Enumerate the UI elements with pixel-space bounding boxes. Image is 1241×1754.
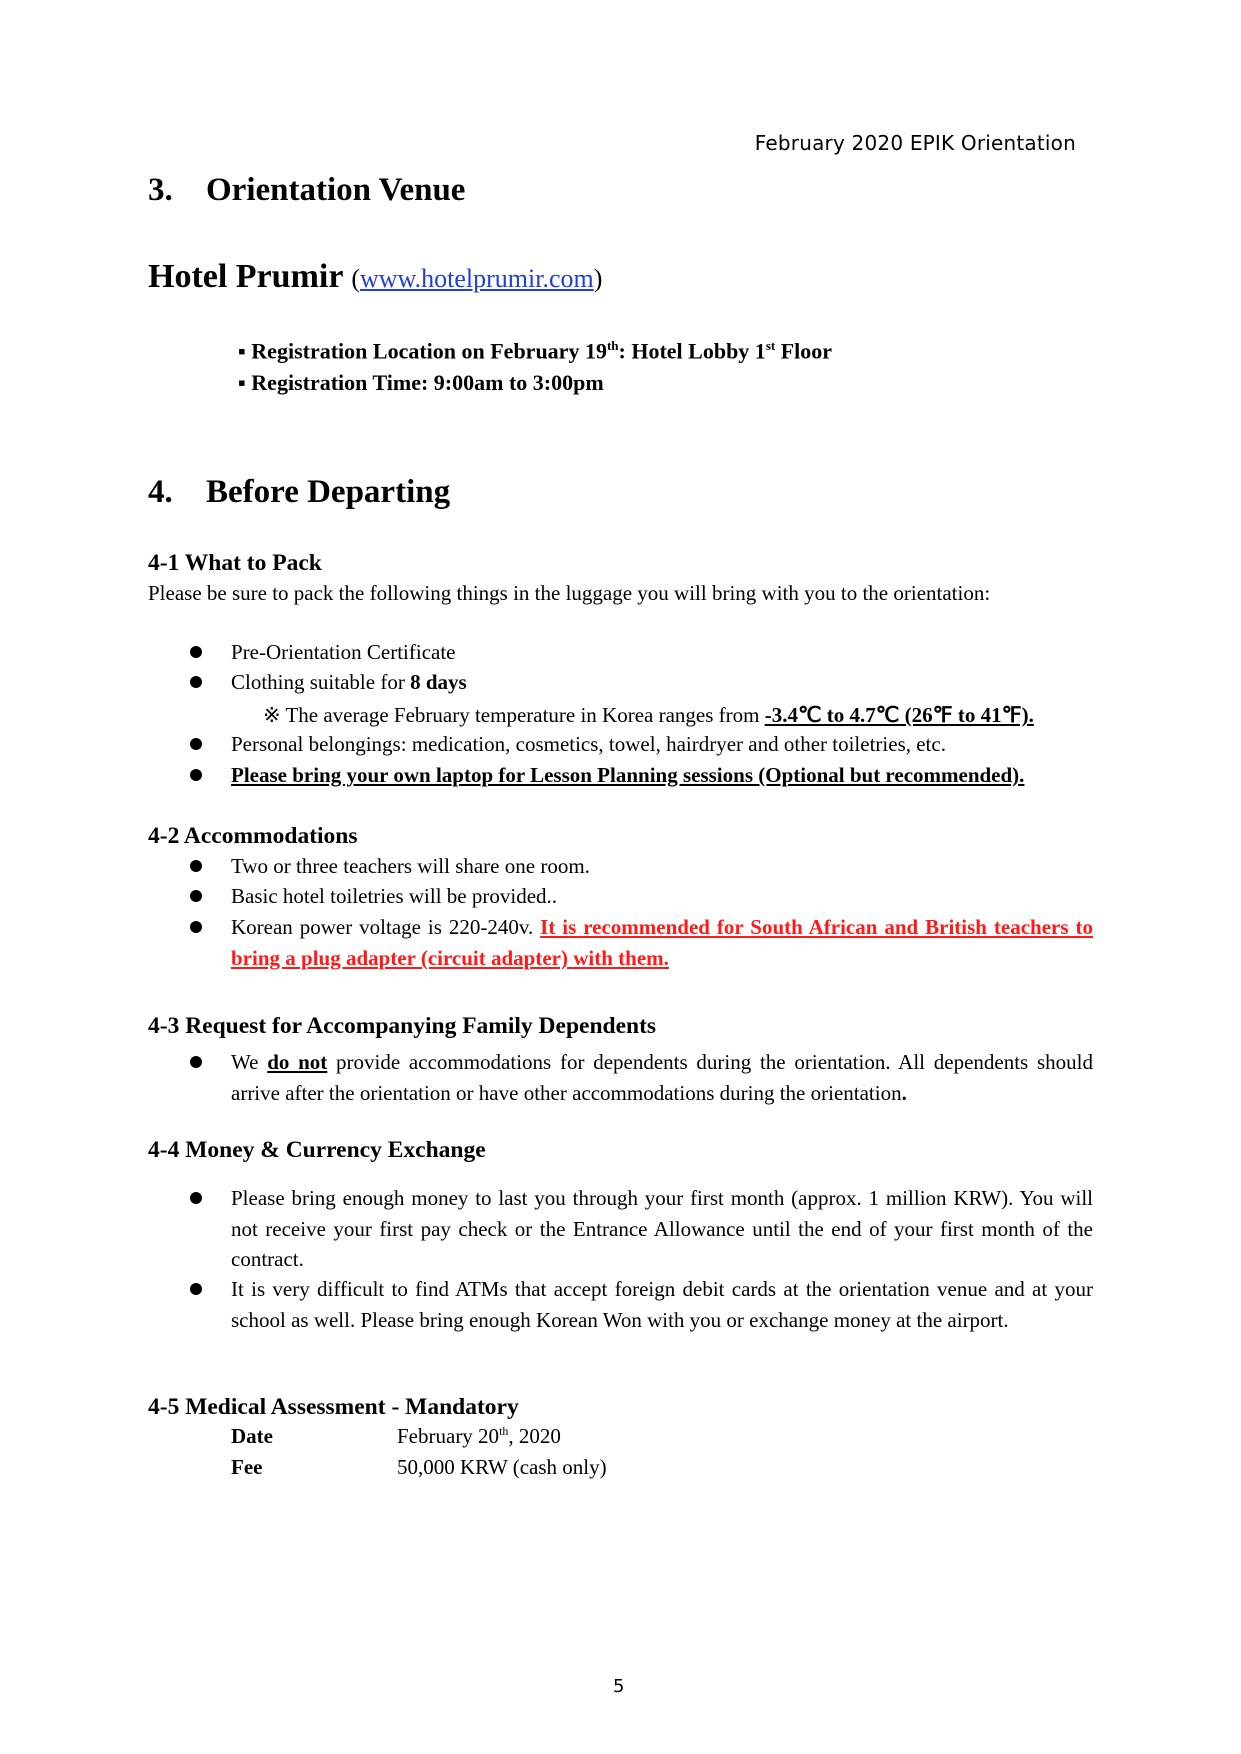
- temperature-note-text: ※ The average February temperature in Korea ranges from: [263, 703, 765, 727]
- pack-item-certificate: Pre-Orientation Certificate: [231, 640, 456, 664]
- reg-loc-suffix: Floor: [775, 338, 833, 364]
- money-item-bring-money: Please bring enough money to last you through your first month (approx. 1 million KRW). You will not receive your first pay check or the Entrance Allowance until the end of your first month of the contract.: [231, 1186, 1093, 1271]
- page-header: February 2020 EPIK Orientation: [754, 131, 1076, 155]
- registration-time: ▪ Registration Time: 9:00am to 3:00pm: [238, 370, 604, 395]
- pack-item-laptop: Please bring your own laptop for Lesson Planning sessions (Optional but recommended).: [231, 763, 1025, 787]
- money-heading: 4-4 Money & Currency Exchange: [148, 1137, 486, 1163]
- plug-adapter-warning: It is recommended for South African and British teachers to bring a plug adapter (circuit adapter) with them.: [231, 915, 1093, 970]
- section-3-number: 3.: [148, 172, 173, 208]
- section-3-heading: [148, 172, 465, 209]
- date-pre: February 20: [397, 1424, 500, 1448]
- accommodations-heading: 4-2 Accommodations: [148, 823, 358, 849]
- section-3-title: Orientation Venue: [206, 172, 466, 208]
- bullet-icon: [190, 860, 202, 872]
- pack-intro: Please be sure to pack the following things in the luggage you will bring with you to the orientation:: [148, 581, 991, 605]
- accom-item-voltage: [231, 912, 1093, 973]
- page-number: 5: [613, 1676, 625, 1697]
- medical-date-label: Date: [231, 1424, 273, 1448]
- hotel-title: [148, 258, 602, 296]
- reg-loc-sup2: st: [765, 338, 776, 353]
- bullet-icon: [190, 1192, 202, 1204]
- temperature-range: -3.4℃ to 4.7℃ (26℉ to 41℉).: [764, 703, 1034, 727]
- accom-item-toiletries: Basic hotel toiletries will be provided..: [231, 884, 558, 908]
- hotel-name: Hotel Prumir: [148, 258, 343, 295]
- bullet-icon: [190, 646, 202, 658]
- voltage-text: Korean power voltage is 220-240v.: [231, 915, 541, 939]
- close-paren: ): [593, 264, 603, 293]
- pack-heading: 4-1 What to Pack: [148, 550, 322, 576]
- registration-location: [238, 338, 832, 364]
- family-heading: 4-3 Request for Accompanying Family Dependents: [148, 1013, 657, 1039]
- medical-date-value: [397, 1424, 561, 1449]
- pack-item-belongings: Personal belongings: medication, cosmetics, towel, hairdryer and other toiletries, etc.: [231, 732, 946, 756]
- bullet-icon: [190, 676, 202, 688]
- family-text-pre: We: [231, 1050, 268, 1074]
- pack-item-clothing: [231, 667, 1093, 698]
- medical-fee-label: Fee: [231, 1455, 263, 1479]
- bullet-icon: [190, 921, 202, 933]
- temperature-note: [263, 703, 1034, 728]
- money-item-atms: It is very difficult to find ATMs that accept foreign debit cards at the orientation venue and at your school as well. Please bring enough Korean Won with you or exchange money at the airport.: [231, 1277, 1093, 1332]
- bullet-icon: [190, 1056, 202, 1068]
- hotel-website-link[interactable]: www.hotelprumir.com: [360, 264, 594, 293]
- medical-fee-value: 50,000 KRW (cash only): [397, 1455, 607, 1479]
- clothing-days: 8 days: [410, 670, 467, 694]
- section-4-heading: [148, 474, 450, 511]
- reg-loc-prefix: ▪ Registration Location on February 19: [238, 338, 607, 364]
- section-4-number: 4.: [148, 474, 173, 510]
- family-do-not: do not: [267, 1050, 328, 1074]
- bullet-icon: [190, 890, 202, 902]
- open-paren: (: [351, 264, 360, 293]
- family-text-post: provide accommodations for dependents during the orientation. All dependents should arrive after the orientation or have other accommodations during the orientation: [231, 1050, 1093, 1105]
- medical-heading: 4-5 Medical Assessment - Mandatory: [148, 1394, 519, 1420]
- accom-item-share-room: Two or three teachers will share one room.: [231, 854, 590, 878]
- reg-loc-sup1: th: [606, 338, 619, 353]
- family-item: [231, 1047, 1093, 1108]
- reg-loc-mid: : Hotel Lobby 1: [618, 338, 766, 364]
- bullet-icon: [190, 738, 202, 750]
- bullet-icon: [190, 1283, 202, 1295]
- date-sup: th: [499, 1424, 509, 1438]
- family-period: .: [901, 1080, 907, 1105]
- date-post: , 2020: [508, 1424, 561, 1448]
- bullet-icon: [190, 769, 202, 781]
- clothing-text: Clothing suitable for: [231, 670, 411, 694]
- section-4-title: Before Departing: [206, 474, 451, 510]
